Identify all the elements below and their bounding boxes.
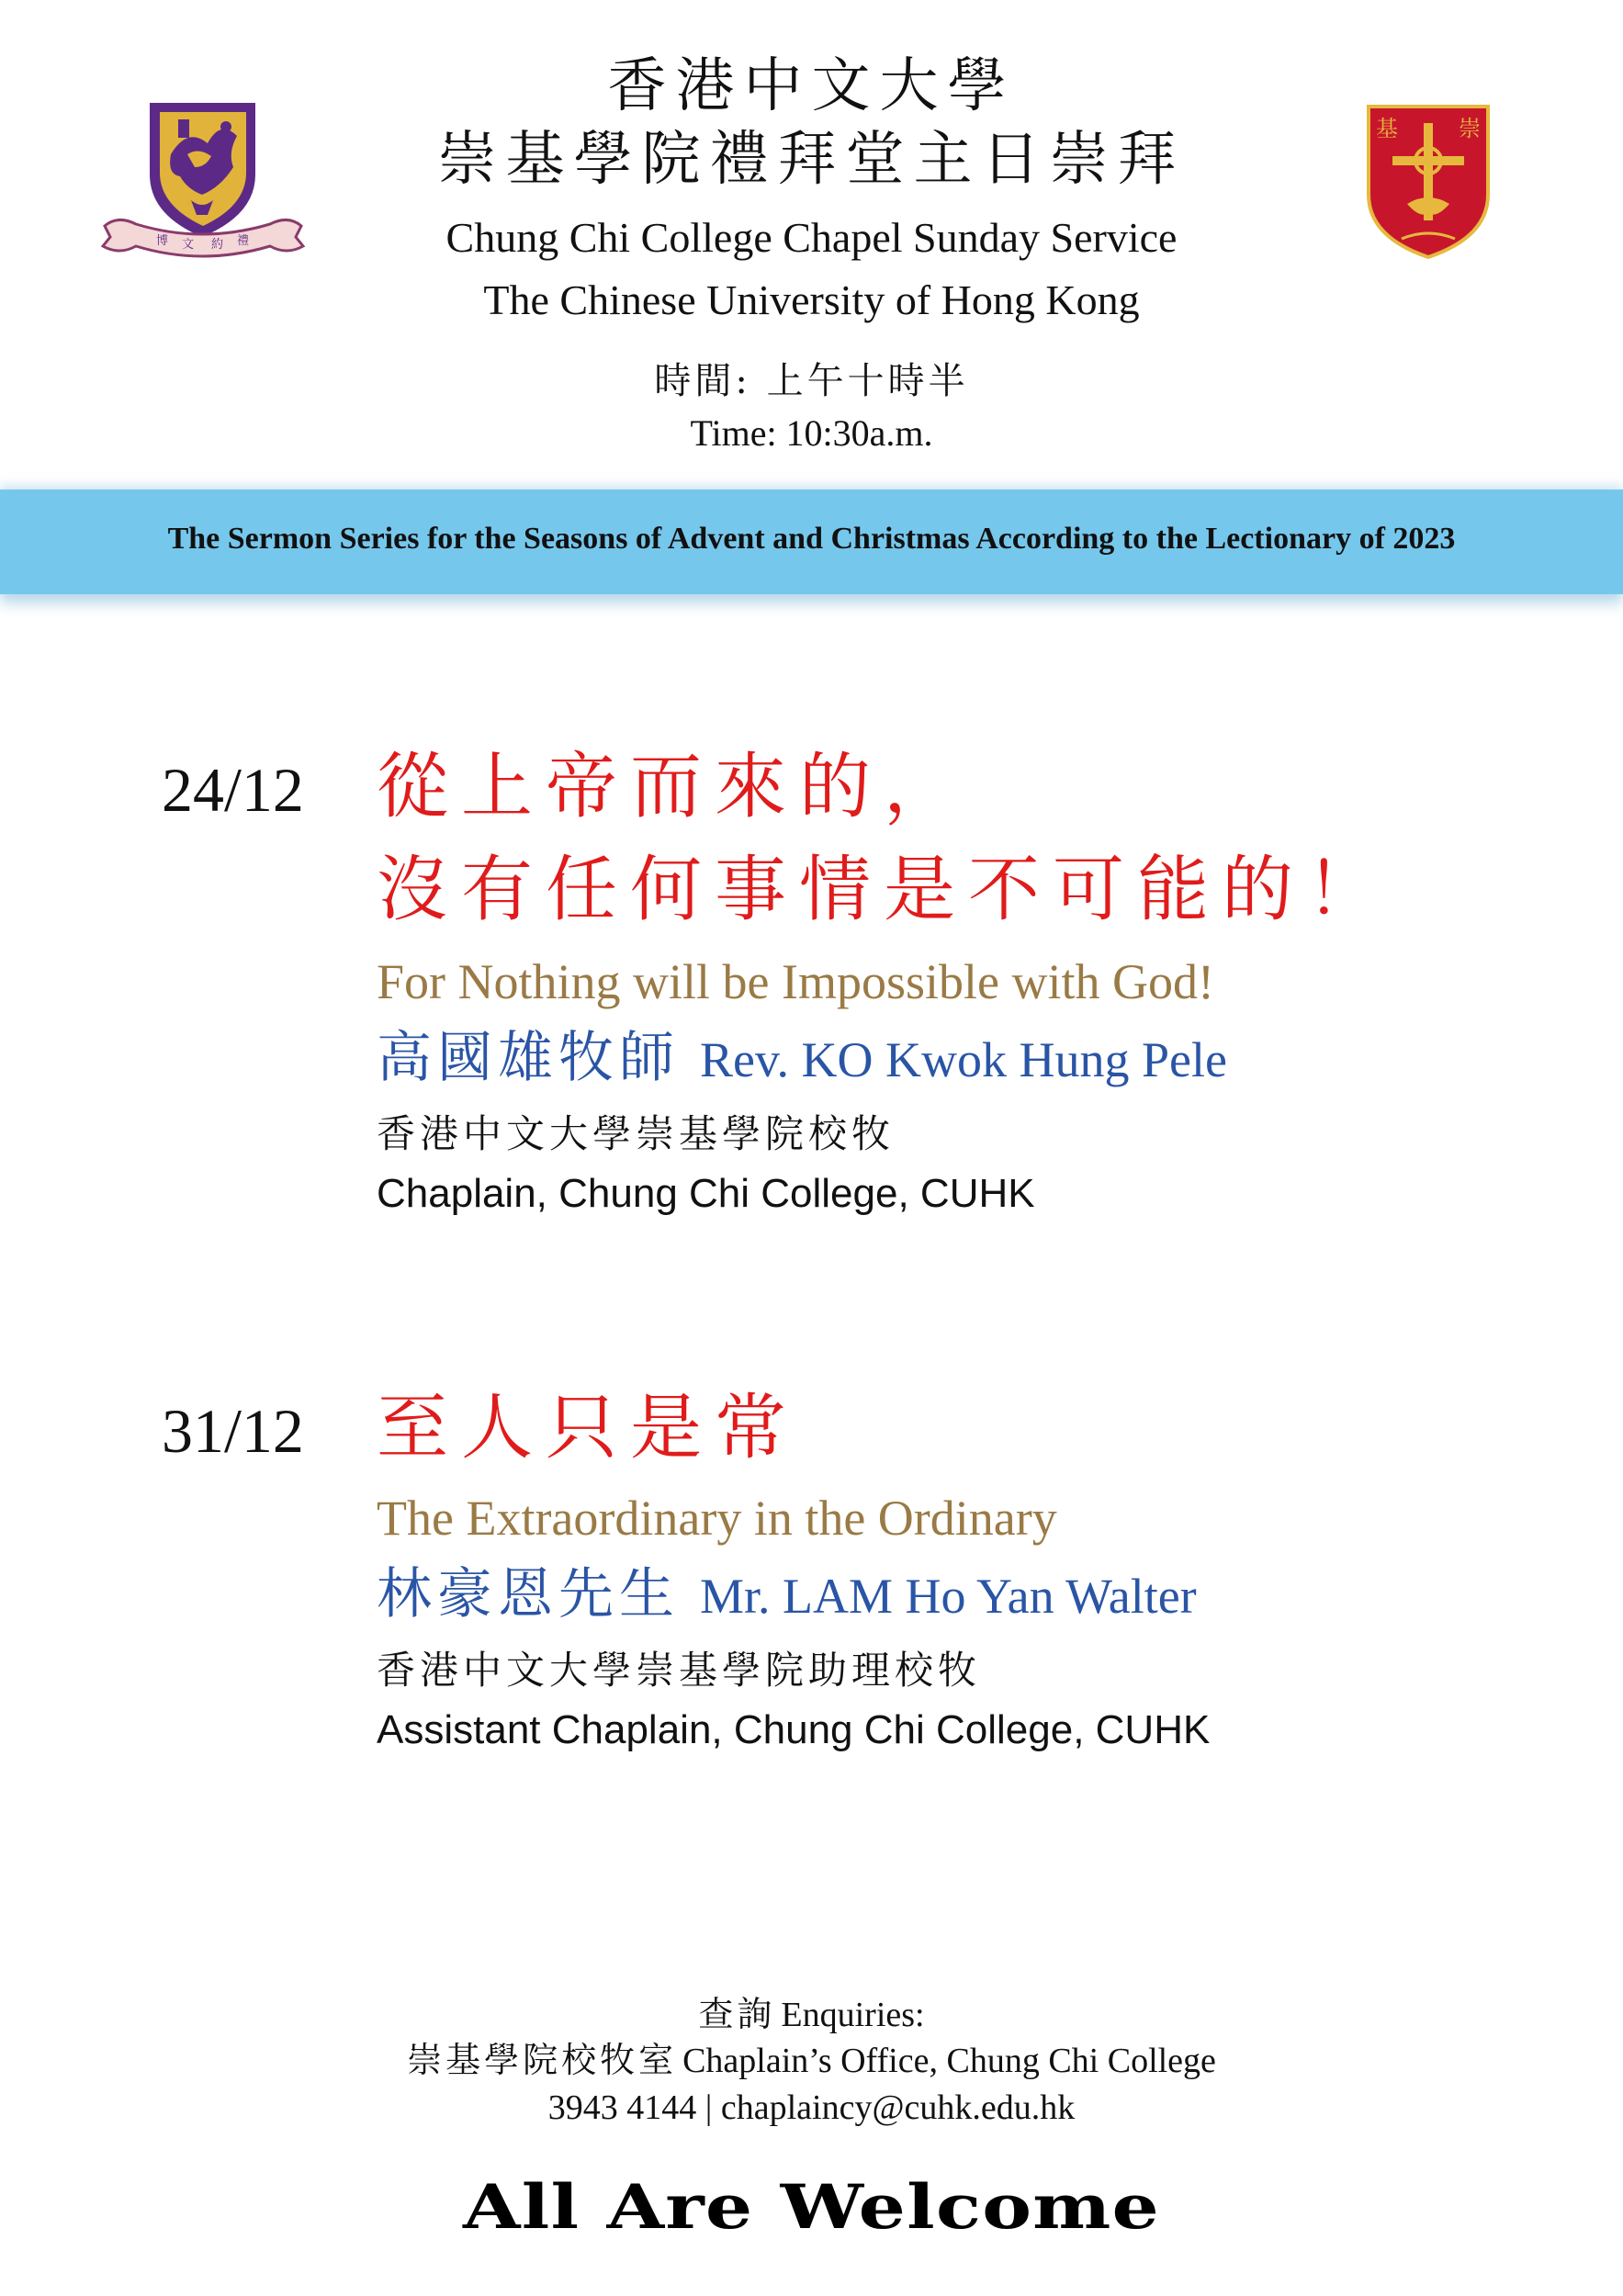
speaker-role-en: Assistant Chaplain, Chung Chi College, CUHK xyxy=(377,1707,1211,1752)
speaker-name-en: Mr. LAM Ho Yan Walter xyxy=(700,1569,1197,1624)
title-zh-line2: 崇基學院禮拜堂主日崇拜 xyxy=(437,126,1186,194)
sermon-title-zh-line2: 沒有任何事情是不可能的！ xyxy=(377,849,1392,931)
crest-char-left: 基 xyxy=(1376,116,1398,141)
title-en-line2: The Chinese University of Hong Kong xyxy=(483,276,1140,323)
speaker-name-zh: 高國雄牧師 xyxy=(377,1026,680,1090)
sermon-title-en: For Nothing will be Impossible with God! xyxy=(377,954,1214,1009)
sermon-date: 24/12 xyxy=(162,755,304,825)
sermon-title-zh-line1: 從上帝而來的， xyxy=(377,746,969,828)
enquiries-label-zh: 查詢 xyxy=(698,1994,776,2034)
svg-text:文: 文 xyxy=(182,238,195,252)
office-name-en: Chaplain’s Office, Chung Chi College xyxy=(682,2042,1216,2080)
office-line xyxy=(0,2040,1623,2080)
svg-text:約: 約 xyxy=(211,238,224,252)
speaker-role-zh: 香港中文大學崇基學院校牧 xyxy=(377,1111,896,1156)
office-name-zh: 崇基學院校牧室 xyxy=(407,2040,678,2080)
speaker-role-zh: 香港中文大學崇基學院助理校牧 xyxy=(377,1648,982,1693)
series-banner-text: The Sermon Series for the Seasons of Advent and Christmas According to the Lectionary of 2023 xyxy=(167,522,1456,556)
sermon-title-zh-line1: 至人只是常 xyxy=(377,1387,800,1469)
enquiries-label-en: Enquiries: xyxy=(781,1996,925,2034)
title-zh-line1: 香港中文大學 xyxy=(607,52,1016,120)
sermon-date: 31/12 xyxy=(162,1396,304,1466)
time-en: Time: 10:30a.m. xyxy=(690,412,933,454)
crest-char-right: 崇 xyxy=(1459,116,1481,141)
speaker xyxy=(377,1026,1227,1090)
series-banner xyxy=(0,490,1623,594)
speaker xyxy=(377,1562,1197,1626)
time-zh: 時間: 上午十時半 xyxy=(654,360,969,402)
speaker-name-zh: 林豪恩先生 xyxy=(377,1562,680,1626)
enquiries-label xyxy=(0,1994,1623,2034)
speaker-role-en: Chaplain, Chung Chi College, CUHK xyxy=(377,1171,1035,1216)
welcome-heading: All Are Welcome xyxy=(463,2171,1160,2243)
contact-line: 3943 4144 | chaplaincy@cuhk.edu.hk xyxy=(547,2088,1076,2127)
svg-text:禮: 禮 xyxy=(237,234,250,248)
title-en-line1: Chung Chi College Chapel Sunday Service xyxy=(445,214,1178,261)
sermon-title-en: The Extraordinary in the Ordinary xyxy=(377,1491,1057,1546)
svg-text:博: 博 xyxy=(156,234,169,248)
speaker-name-en: Rev. KO Kwok Hung Pele xyxy=(700,1032,1227,1087)
